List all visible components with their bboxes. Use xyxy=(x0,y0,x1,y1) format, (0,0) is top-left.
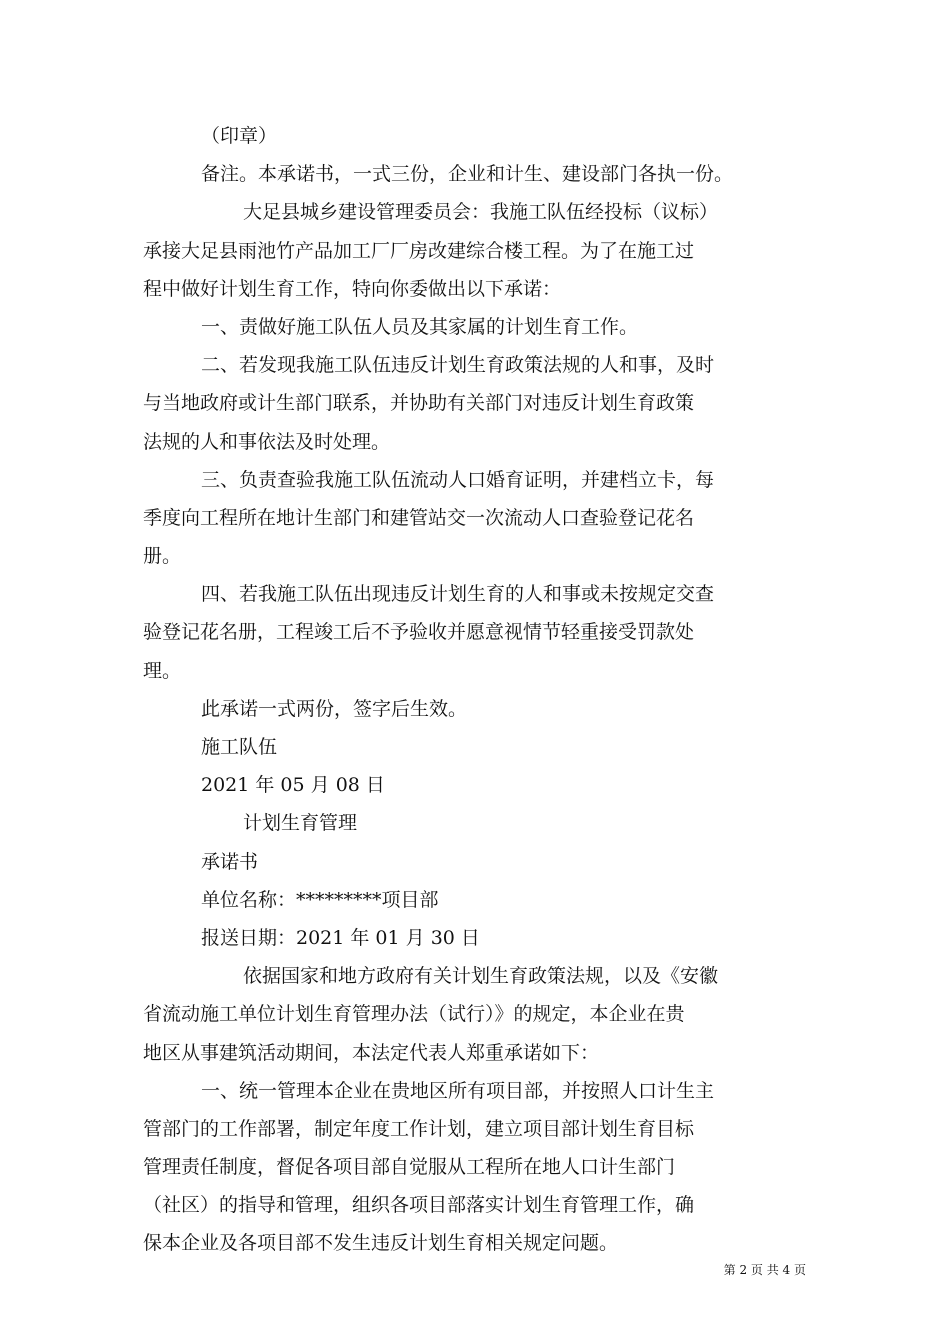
paragraph-line: 法规的人和事依法及时处理。 xyxy=(143,430,391,453)
paragraph-line: 一、责做好施工队伍人员及其家属的计划生育工作。 xyxy=(201,315,639,338)
signature-label: 施工队伍 xyxy=(201,736,278,758)
remark-line: 备注。本承诺书，一式三份，企业和计生、建设部门各执一份。 xyxy=(201,163,734,186)
paragraph-line: 册。 xyxy=(143,545,182,568)
paragraph-line: 与当地政府或计生部门联系，并协助有关部门对违反计划生育政策 xyxy=(143,392,695,415)
paragraph-line: 四、若我施工队伍出现违反计划生育的人和事或未按规定交查 xyxy=(201,583,715,606)
seal-note: （印章） xyxy=(201,125,278,147)
paragraph-line: 季度向工程所在地计生部门和建管站交一次流动人口查验登记花名 xyxy=(143,506,695,529)
paragraph-line: 理。 xyxy=(143,659,182,682)
page-indicator: 第 2 页 共 4 页 xyxy=(723,1263,806,1277)
section-subtitle: 承诺书 xyxy=(201,850,259,873)
paragraph-line: 三、负责查验我施工队伍流动人口婚育证明，并建档立卡，每 xyxy=(201,468,715,491)
paragraph-line: 程中做好计划生育工作，特向你委做出以下承诺： xyxy=(143,277,562,300)
paragraph-line: （社区）的指导和管理，组织各项目部落实计划生育管理工作，确 xyxy=(143,1194,695,1217)
paragraph-line: 依据国家和地方政府有关计划生育政策法规，以及《安徽 xyxy=(243,965,719,988)
section-title: 计划生育管理 xyxy=(243,812,358,835)
paragraph-line: 一、统一管理本企业在贵地区所有项目部，并按照人口计生主 xyxy=(201,1079,715,1102)
paragraph-line: 管理责任制度，督促各项目部自觉服从工程所在地人口计生部门 xyxy=(143,1156,676,1179)
date-line: 2021 年 05 月 08 日 xyxy=(201,774,385,797)
submission-date-line: 报送日期：2021 年 01 月 30 日 xyxy=(201,926,480,949)
paragraph-line: 地区从事建筑活动期间，本法定代表人郑重承诺如下： xyxy=(143,1041,600,1064)
paragraph-line: 大足县城乡建设管理委员会：我施工队伍经投标（议标） xyxy=(243,201,719,224)
paragraph-line: 承接大足县雨池竹产品加工厂厂房改建综合楼工程。为了在施工过 xyxy=(143,239,695,262)
paragraph-line: 验登记花名册，工程竣工后不予验收并愿意视情节轻重接受罚款处 xyxy=(143,621,695,644)
unit-name-line: 单位名称：*********项目部 xyxy=(201,888,439,911)
paragraph-line: 此承诺一式两份，签字后生效。 xyxy=(201,697,468,720)
paragraph-line: 省流动施工单位计划生育管理办法（试行）》的规定，本企业在贵 xyxy=(143,1003,685,1026)
document-body xyxy=(143,117,823,1263)
paragraph-line: 管部门的工作部署，制定年度工作计划，建立项目部计划生育目标 xyxy=(143,1117,695,1140)
paragraph-line: 保本企业及各项目部不发生违反计划生育相关规定问题。 xyxy=(143,1232,619,1255)
paragraph-line: 二、若发现我施工队伍违反计划生育政策法规的人和事，及时 xyxy=(201,354,715,377)
